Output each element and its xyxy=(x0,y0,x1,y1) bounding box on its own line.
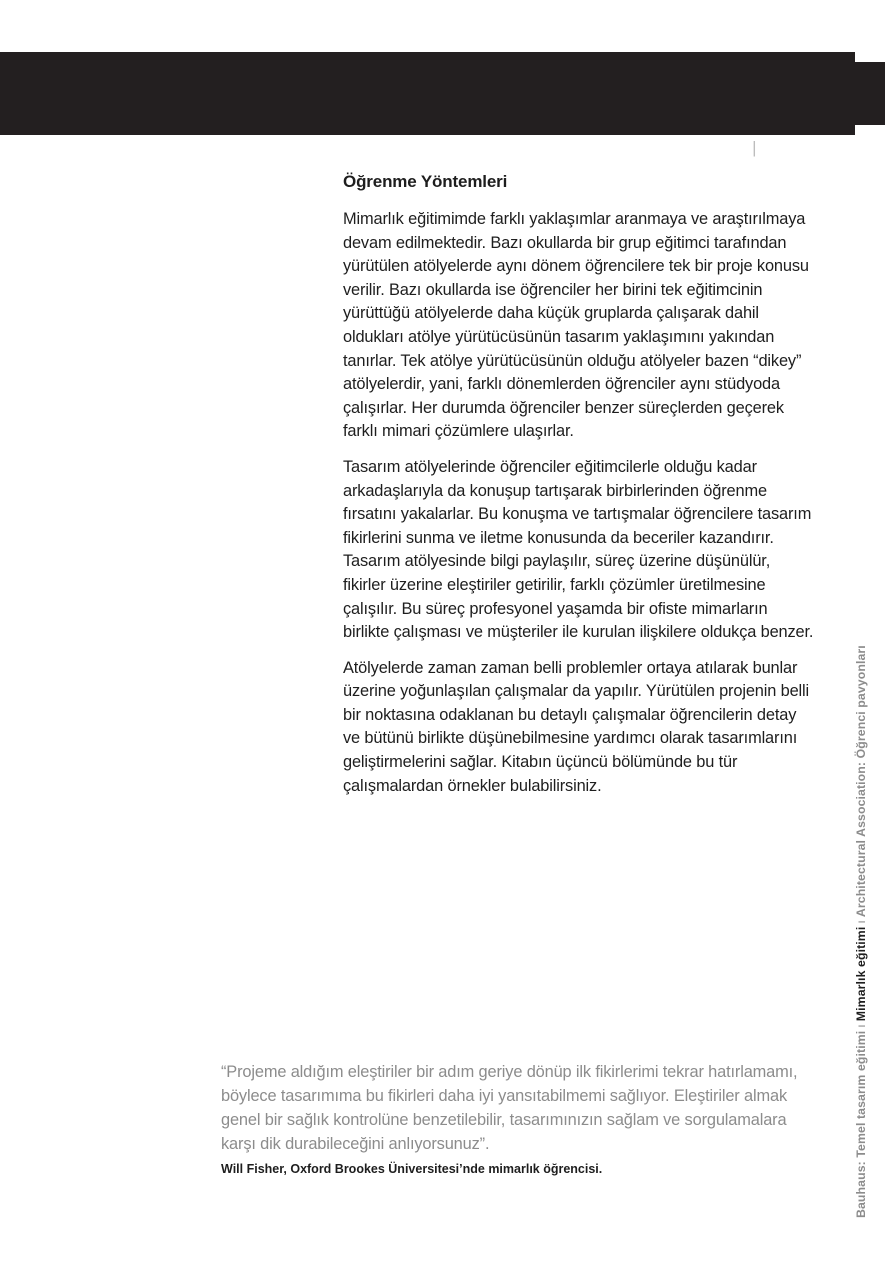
page-number-separator: | xyxy=(752,138,757,157)
main-text-column xyxy=(343,170,815,810)
header-bar xyxy=(0,52,855,157)
chapter-nav-divider: ı xyxy=(854,1024,868,1028)
pull-quote xyxy=(221,1060,821,1177)
header-edge-tab xyxy=(855,52,885,135)
chapter-nav-item-current: Mimarlık eğitimi xyxy=(854,926,868,1022)
vertical-chapter-nav xyxy=(854,645,868,1218)
quote-text: “Projeme aldığım eleştiriler bir adım geriye dönüp ilk fikirlerimi tekrar hatırlamamı, böylece tasarımıma bu fikirleri daha iyi yansıtabilmemi sağlıyor. Eleştiriler almak genel bir sağlık kontrolüne benzetilebilir, tasarımınızın sağlam ve sorgulamalara karşı dik durabileceğini anlıyorsunuz”. xyxy=(221,1063,798,1153)
chapter-nav-divider: ı xyxy=(854,920,868,924)
page-numbers xyxy=(728,138,781,158)
page-number-right: 17 xyxy=(761,138,781,157)
quote-author: Will Fisher, Oxford Brookes Üniversitesi’nde mimarlık öğrencisi. xyxy=(221,1162,603,1176)
chapter-nav-item-aa: Architectural Association: Öğrenci pavyonları xyxy=(854,645,868,918)
page-number-left: 16 xyxy=(727,138,748,157)
body-paragraph-2: Tasarım atölyelerinde öğrenciler eğitimcilerle olduğu kadar arkadaşlarıyla da konuşup tartışarak birbirlerinden öğrenme fırsatını yakalarlar. Bu konuşma ve tartışmalar öğrencilere tasarım fikirlerini sunma ve iletme konusunda da beceriler kazandırır. Tasarım atölyesinde bilgi paylaşılır, süreç üzerine düşünülür, fikirler üzerine eleştiriler getirilir, farklı çözümler üretilmesine çalışılır. Bu süreç profesyonel yaşamda bir ofiste mimarların birlikte çalışması ve müşteriler ile kurulan ilişkilere oldukça benzer. xyxy=(343,457,814,642)
body-paragraph-3: Atölyelerde zaman zaman belli problemler ortaya atılarak bunlar üzerine yoğunlaşılan çalışmalar da yapılır. Yürütülen projenin belli bir noktasına odaklanan bu detaylı çalışmalar öğrencilerin detay ve bütünü birlikte düşünebilmesine yardımcı olarak tasarımlarını geliştirmelerini sağlar. Kitabın üçüncü bölümünde bu tür çalışmalardan örnekler bulabilirsiniz. xyxy=(343,658,810,795)
section-title: Öğrenme Yöntemleri xyxy=(343,172,508,191)
body-paragraph-1: Mimarlık eğitimimde farklı yaklaşımlar aranmaya ve araştırılmaya devam edilmektedir. Bazı okullarda bir grup eğitimci tarafından yürütülen atölyelerde aynı dönem öğrencilere tek bir proje konusu verilir. Bazı okullarda ise öğrenciler her birini tek eğitimcinin yürüttüğü atölyelerde daha küçük gruplarda çalışarak dahil oldukları atölye yürütücüsünün tasarım yaklaşımını yakından tanırlar. Tek atölye yürütücüsünün olduğu atölyeler bazen “dikey” atölyelerdir, yani, farklı dönemlerden öğrenciler aynı stüdyoda çalışırlar. Her durumda öğrenciler benzer süreçlerden geçerek farklı mimari çözümlere ulaşırlar. xyxy=(343,210,809,441)
chapter-nav-item-bauhaus: Bauhaus: Temel tasarım eğitimi xyxy=(854,1030,868,1218)
